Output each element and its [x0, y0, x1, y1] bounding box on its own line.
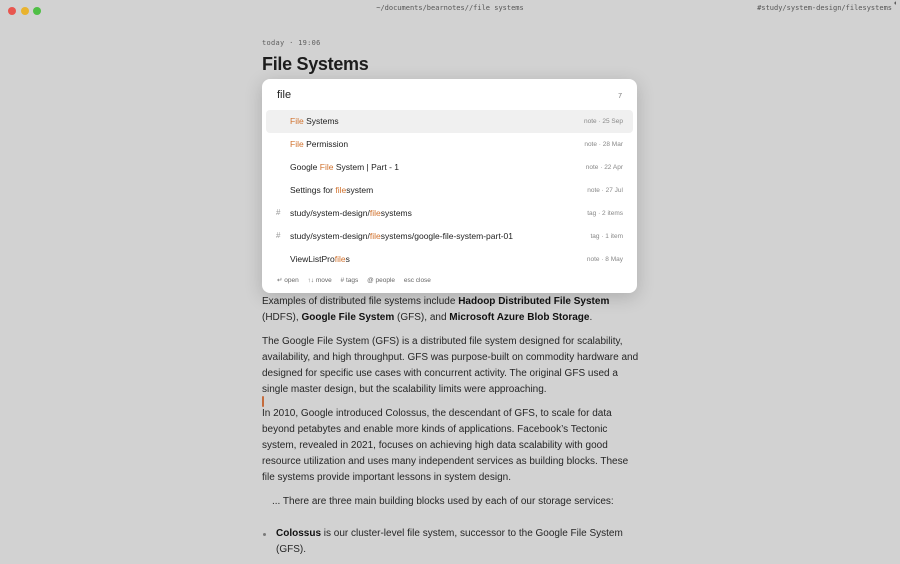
text-run: (GFS), and: [394, 312, 450, 323]
match-highlight: file: [334, 254, 346, 264]
note-meta: [262, 39, 321, 47]
result-kind: note · 25 Sep: [583, 118, 623, 125]
results-list: [266, 110, 633, 271]
result-label: [290, 162, 399, 172]
result-row[interactable]: [266, 179, 633, 202]
bold-text: Microsoft Azure Blob Storage: [449, 312, 590, 323]
match-highlight: File: [290, 116, 304, 126]
label-prefix: Settings for: [290, 185, 336, 195]
match-highlight: file: [369, 231, 381, 241]
text-run: .: [589, 312, 593, 323]
result-row[interactable]: [266, 248, 633, 271]
result-label: [290, 185, 373, 195]
bold-text: Colossus: [276, 528, 322, 539]
hint-tags: # tags: [340, 277, 359, 284]
result-label: [290, 231, 513, 241]
tag-hash-icon: #: [276, 208, 281, 217]
match-highlight: File: [319, 162, 334, 172]
label-suffix: systems/google-file-system-part-01: [380, 231, 513, 241]
title-bar: [0, 0, 900, 22]
result-kind: tag · 2 items: [587, 210, 623, 217]
label-prefix: ViewListPro: [290, 254, 335, 264]
note-time: 19:06: [298, 39, 321, 47]
label-suffix: System | Part - 1: [333, 162, 399, 172]
result-kind: note · 8 May: [586, 256, 623, 263]
result-label: [290, 254, 350, 264]
bold-text: Hadoop Distributed File System: [458, 296, 610, 307]
label-prefix: study/system-design/: [290, 208, 370, 218]
label-suffix: system: [346, 185, 374, 195]
search-palette: [262, 79, 637, 293]
result-row[interactable]: [266, 133, 633, 156]
result-label: [290, 139, 348, 149]
note-tag-path[interactable]: #study/system-design/filesystems: [757, 4, 892, 12]
info-icon[interactable]: ◐: [893, 0, 899, 7]
label-suffix: systems: [380, 208, 412, 218]
result-row[interactable]: [266, 110, 633, 133]
hint-close: esc close: [403, 277, 431, 284]
match-highlight: File: [290, 139, 304, 149]
label-prefix: Google: [290, 162, 320, 172]
search-input[interactable]: file: [277, 89, 292, 101]
result-label: [290, 208, 412, 218]
paragraph-gfs[interactable]: The Google File System (GFS) is a distributed file system designed for scalability, availability, and high throughput. GFS was purpose-built on commodity hardware and designed for specific use cases with concurrent activity. The original GFS used a single master design, but the scalability limits were approaching.: [262, 336, 639, 395]
label-prefix: study/system-design/: [290, 231, 370, 241]
result-row[interactable]: [266, 156, 633, 179]
quote-text[interactable]: ... There are three main building blocks used by each of our storage services:: [272, 496, 614, 507]
bold-text: Google File System: [301, 312, 395, 323]
meta-separator: ·: [289, 39, 294, 47]
result-kind: tag · 1 item: [590, 233, 623, 240]
paragraph-colossus[interactable]: In 2010, Google introduced Colossus, the descendant of GFS, to scale for data beyond petabytes and enable more kinds of applications. Facebook’s Tectonic system, revealed in 2021, focuses on achieving high data scalability with good resource utilization and uses many independent services as building blocks. These file systems provide important lessons in system design.: [262, 408, 629, 483]
result-kind: note · 27 Jul: [587, 187, 623, 194]
hint-open: ↵ open: [277, 277, 299, 284]
note-title[interactable]: File Systems: [262, 54, 369, 74]
bullet-item-colossus[interactable]: [276, 526, 628, 558]
label-suffix: s: [345, 254, 350, 264]
result-kind: note · 22 Apr: [585, 164, 623, 171]
text-run: is our cluster-level file system, successor to the Google File System (GFS).: [276, 528, 623, 555]
result-row[interactable]: [266, 225, 633, 248]
result-kind: note · 28 Mar: [584, 141, 623, 148]
text-run: Examples of distributed file systems include: [262, 296, 459, 307]
match-highlight: file: [369, 208, 381, 218]
text-run: (HDFS),: [262, 312, 302, 323]
paragraph-examples[interactable]: [262, 294, 640, 326]
tag-hash-icon: #: [276, 231, 281, 240]
result-row[interactable]: [266, 202, 633, 225]
result-label: [290, 116, 339, 126]
palette-footer: [277, 276, 438, 284]
hint-people: @ people: [367, 277, 396, 284]
result-count: 7: [618, 93, 622, 100]
hint-move: ↑↓ move: [307, 277, 332, 284]
bullet-marker: [263, 533, 266, 536]
label-suffix: Systems: [303, 116, 339, 126]
note-date: today: [262, 39, 285, 47]
match-highlight: file: [335, 185, 347, 195]
window-path: ~/documents/bearnotes//file systems: [376, 4, 524, 12]
label-suffix: Permission: [303, 139, 349, 149]
